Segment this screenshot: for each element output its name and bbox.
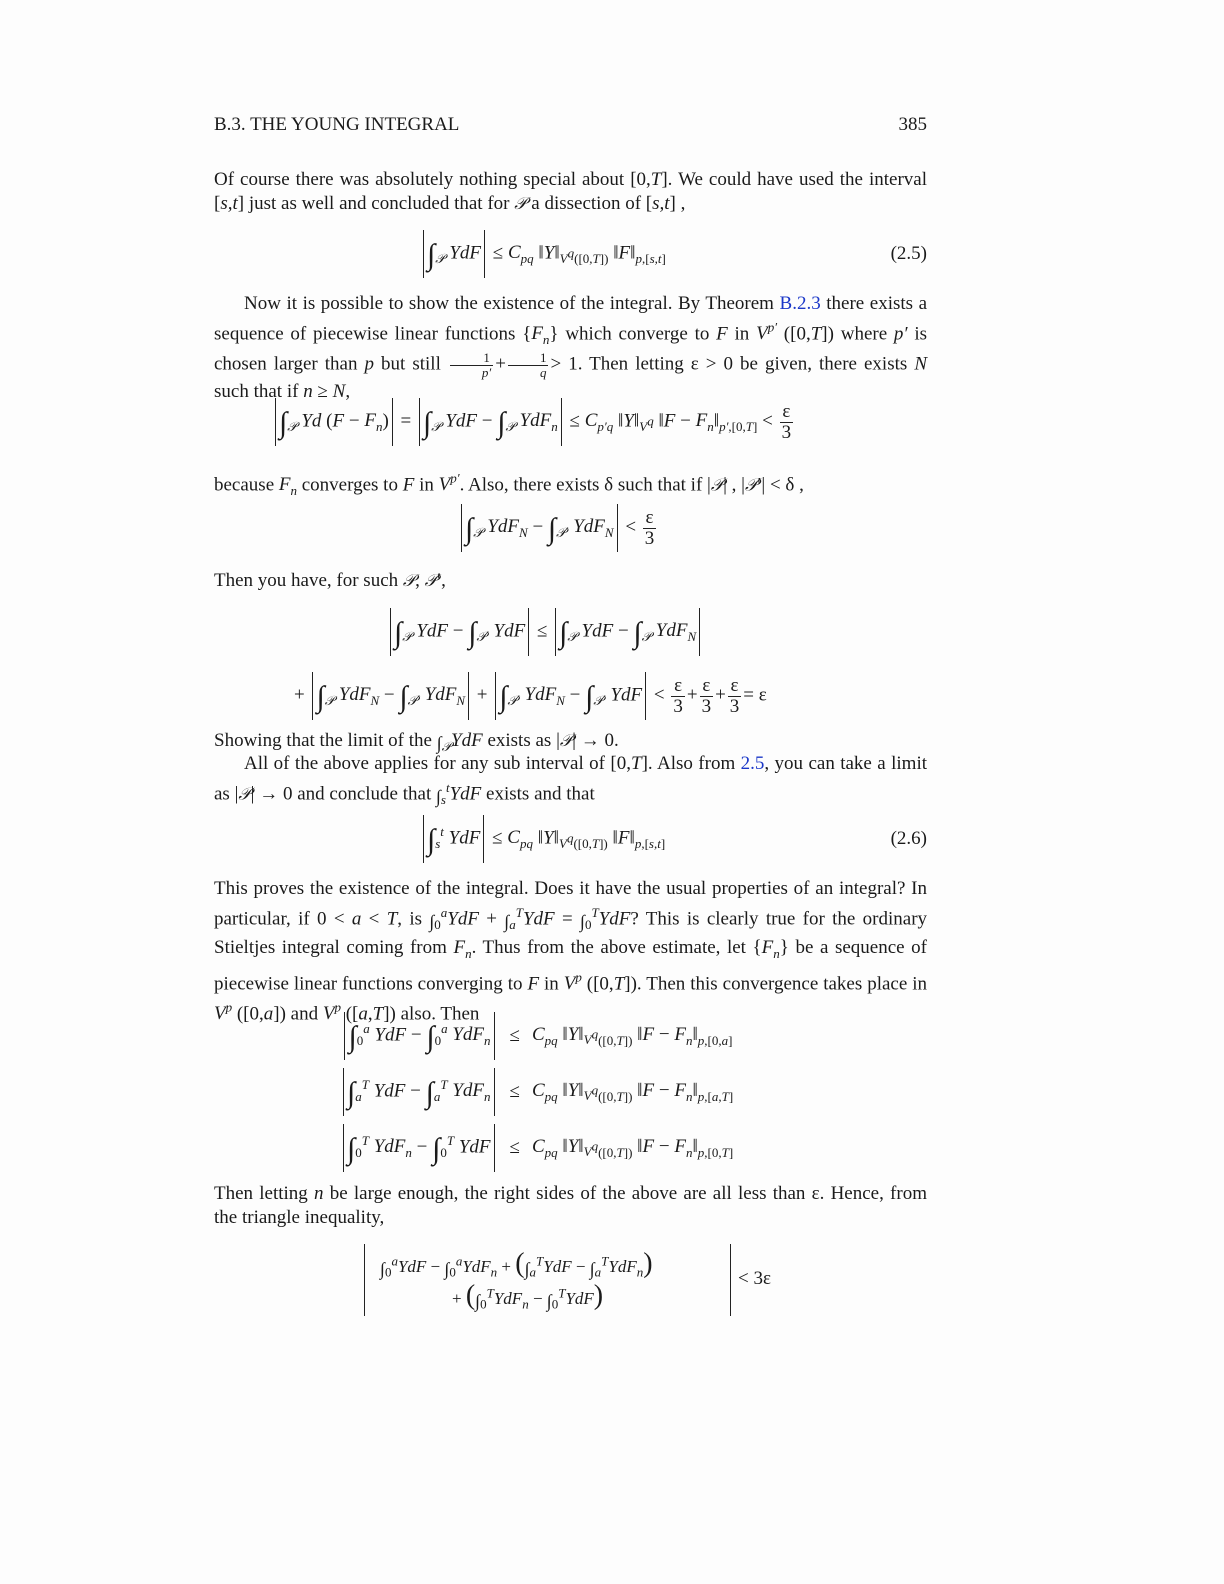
paragraph-6: All of the above applies for any sub interval of [0,T]. Also from 2.5, you can take a limit as |𝒫| → 0 and conclude that $\int_s^tYdF$ exists and that [214, 753, 928, 807]
paragraph-3: because $F_n$ converges to F in $V^{p'}$. Also, there exists δ such that if |𝒫| , |𝒫′| < δ , [214, 471, 804, 499]
equation-2-5: $\int_𝒫$ YdF ≤ $C_{pq}$ $‖Y‖_{V^q([0,T])}$ $‖F‖_{p,[s,t]}$ [420, 230, 666, 278]
equation-number-2-6: (2.6) [890, 828, 927, 849]
equation-link[interactable]: 2.5 [740, 753, 765, 774]
paragraph-7: This proves the existence of the integral. Does it have the usual properties of an integral? In particular, if 0 < a < T, is $\int_0^aYdF + \int_a^TYdF = \int_0^TYdF$? This is clearly true for the ordinary Stieltjes integral coming from $F_n$. Thus from the above estimate, let $\{F_n\}$ be a sequence of piecewise linear functions converging to F in $V^p$ ([0,T]). Then this convergence takes place in $V^p$ ([0,a]) and $V^p$ ([a,T]) also. Then [214, 878, 928, 1024]
running-header [214, 114, 927, 136]
equation-number-2-5: (2.5) [890, 243, 927, 264]
equation-chain-line-2: + $\int_𝒫$ $YdF_N - \int_{𝒫'}$ $YdF_N + \int_{𝒫'}$ $YdF_N - \int_{𝒫'}$ YdF < $\frac{\varepsilon}{3}$ + $\frac{\varepsilon}{3}$ + $\frac{\varepsilon}{3}$ = ε [294, 672, 767, 720]
equation-array: $\int_0^a$ YdF − $\int_0^a$ YdF$_n$ ≤ $C_{pq}$ $‖Y‖_{V^q([0,T])}$ ‖F − $F_n‖_{p,[0,a]}$ $\int_a^T$ YdF − $\int_a^T$ YdF$_n$ ≤ $C_{pq}$ $‖Y‖_{V^q([0,T])}$ ‖F − $F_n‖_{p,[a,T]}$ $\int_0^T$ $YdF_n - \int_0^T$ YdF ≤ $C_{pq}$ $‖Y‖_{V^q([0,T])}$ ‖F − $F_n‖_{p,[0,T]}$ [334, 1008, 739, 1176]
paragraph-8: Then letting n be large enough, the right sides of the above are all less than ε. Hence, from the triangle inequality, [214, 1183, 927, 1228]
equation-2-6: $\int_s^t$ YdF ≤ $C_{pq}$ $‖Y‖_{V^q([0,T])}$ $‖F‖_{p,[s,t]}$ [420, 815, 665, 863]
page-number: 385 [898, 114, 927, 135]
paragraph-2: Now it is possible to show the existence of the integral. By Theorem B.2.3 there exists a sequence of piecewise linear functions $\{F_n\}$ which converge to F in $V^{p'}$ ([0,T]) where p′ is chosen larger than p but still $\frac{1}{p'}$ + $\frac{1}{q}$ > 1. Then letting ε > 0 be given, there exists N such that if n ≥ N, [214, 293, 928, 402]
equation-estimate-2: $\int_𝒫$ $YdF_N - \int_{𝒫'}$ YdF$_N$ < $\frac{\varepsilon}{3}$ [458, 504, 658, 552]
paragraph-5: Showing that the limit of the $\int_𝒫YdF$ exists as |𝒫| → 0. [214, 730, 619, 755]
equation-chain-line-1: $\int_𝒫$ YdF − $\int_{𝒫'}$ YdF ≤ $\int_𝒫$ YdF − $\int_𝒫$ YdF$_N$ [387, 608, 703, 656]
section-title: B.3. THE YOUNG INTEGRAL [214, 114, 460, 135]
theorem-link[interactable]: B.2.3 [779, 293, 821, 314]
paragraph-1: Of course there was absolutely nothing special about [0,T]. We could have used the interval [s,t] just as well and concluded that for 𝒫 a dissection of [s,t] , [214, 169, 927, 214]
equation-estimate-1: $\int_𝒫$ Yd $(F - F_n) = \int_𝒫$ YdF − $\int_𝒫$ $YdF_n \le C_{p'q}$ $‖Y‖_{V^q}$ ‖F − $F_n‖_{p',[0,T]}$ < $\frac{\varepsilon}{3}$ [272, 398, 795, 446]
paragraph-4: Then you have, for such 𝒫, 𝒫′, [214, 570, 446, 591]
